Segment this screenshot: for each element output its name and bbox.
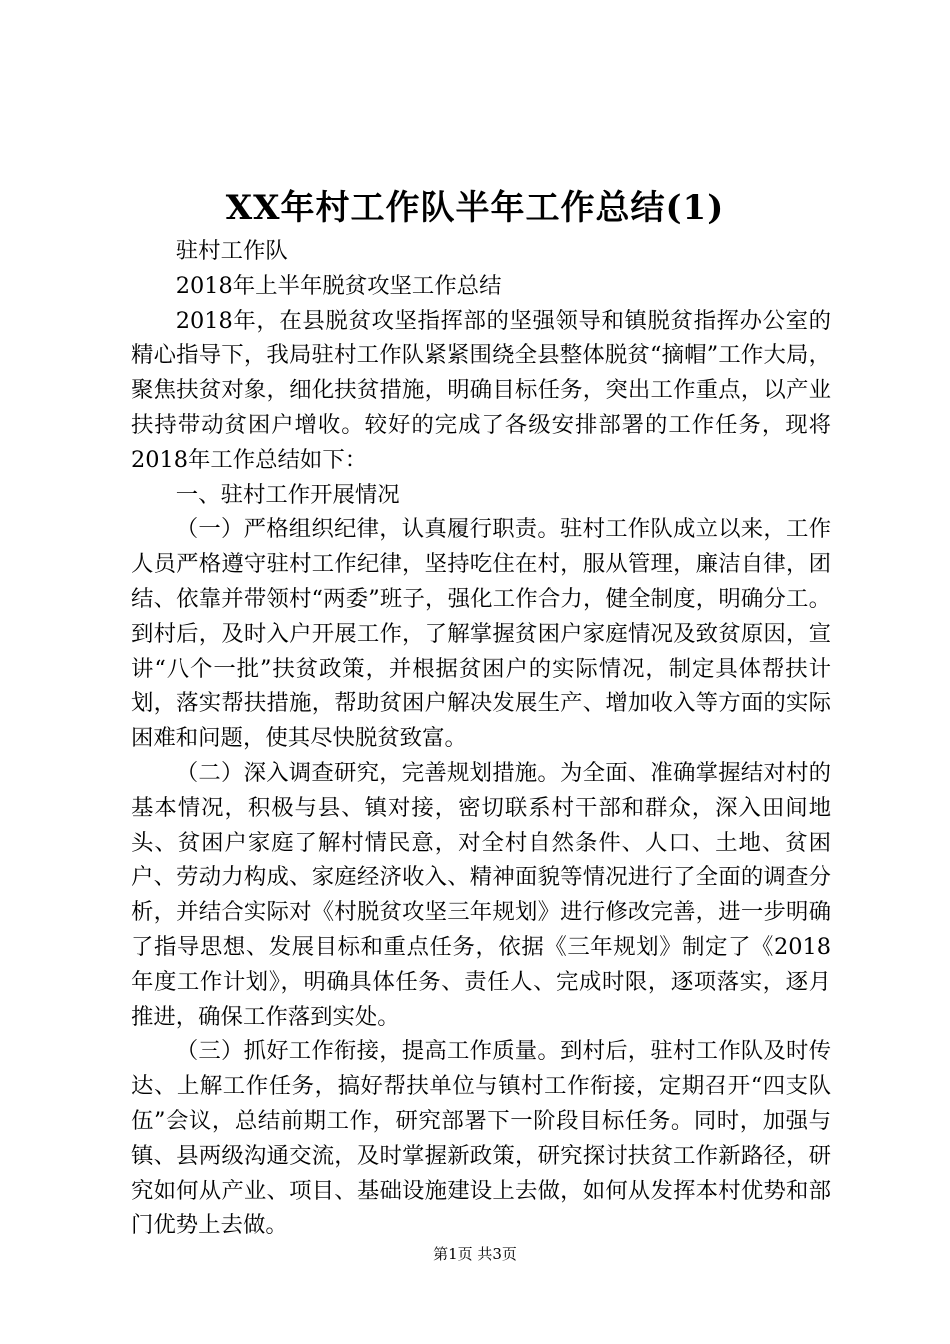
paragraph-coordination: （三）抓好工作衔接，提高工作质量。到村后，驻村工作队及时传达、上解工作任务，搞好帮扶单位与镇村工作衔接，定期召开“四支队伍”会议，总结前期工作，研究部署下一阶段目标任务。同时，加强与镇、县两级沟通交流，及时掌握新政策，研究探讨扶贫工作新路径，研究如何从产业、项目、基础设施建设上去做，如何从发挥本村优势和部门优势上去做。 bbox=[131, 1038, 831, 1239]
paragraph-discipline: （一）严格组织纪律，认真履行职责。驻村工作队成立以来，工作人员严格遵守驻村工作纪律，坚持吃住在村，服从管理，廉洁自律，团结、依靠并带领村“两委”班子，强化工作合力，健全制度，明确分工。到村后，及时入户开展工作，了解掌握贫困户家庭情况及致贫原因，宣讲“八个一批”扶贫政策，并根据贫困户的实际情况，制定具体帮扶计划，落实帮扶措施，帮助贫困户解决发展生产、增加收入等方面的实际困难和问题，使其尽快脱贫致富。 bbox=[131, 516, 831, 752]
page-number-footer: 第1页 共3页 bbox=[433, 1245, 517, 1263]
paragraph-research: （二）深入调查研究，完善规划措施。为全面、准确掌握结对村的基本情况，积极与县、镇对接，密切联系村干部和群众，深入田间地头、贫困户家庭了解村情民意，对全村自然条件、人口、土地、贫困户、劳动力构成、家庭经济收入、精神面貌等情况进行了全面的调查分析，并结合实际对《村脱贫攻坚三年规划》进行修改完善，进一步明确了指导思想、发展目标和重点任务，依据《三年规划》制定了《2018年度工作计划》，明确具体任务、责任人、完成时限，逐项落实，逐月推进，确保工作落到实处。 bbox=[131, 759, 831, 1030]
document-title: XX年村工作队半年工作总结(1) bbox=[225, 188, 725, 228]
paragraph-report-subtitle: 2018年上半年脱贫攻坚工作总结 bbox=[175, 272, 502, 299]
paragraph-team-name: 驻村工作队 bbox=[175, 238, 288, 264]
paragraph-introduction: 2018年，在县脱贫攻坚指挥部的坚强领导和镇脱贫指挥办公室的精心指导下，我局驻村工作队紧紧围绕全县整体脱贫“摘帽”工作大局，聚焦扶贫对象，细化扶贫措施，明确目标任务，突出工作重点，以产业扶持带动贫困户增收。较好的完成了各级安排部署的工作任务，现将2018年工作总结如下： bbox=[131, 307, 831, 473]
section-heading-work-progress: 一、驻村工作开展情况 bbox=[175, 481, 400, 508]
document-body bbox=[131, 234, 831, 1243]
